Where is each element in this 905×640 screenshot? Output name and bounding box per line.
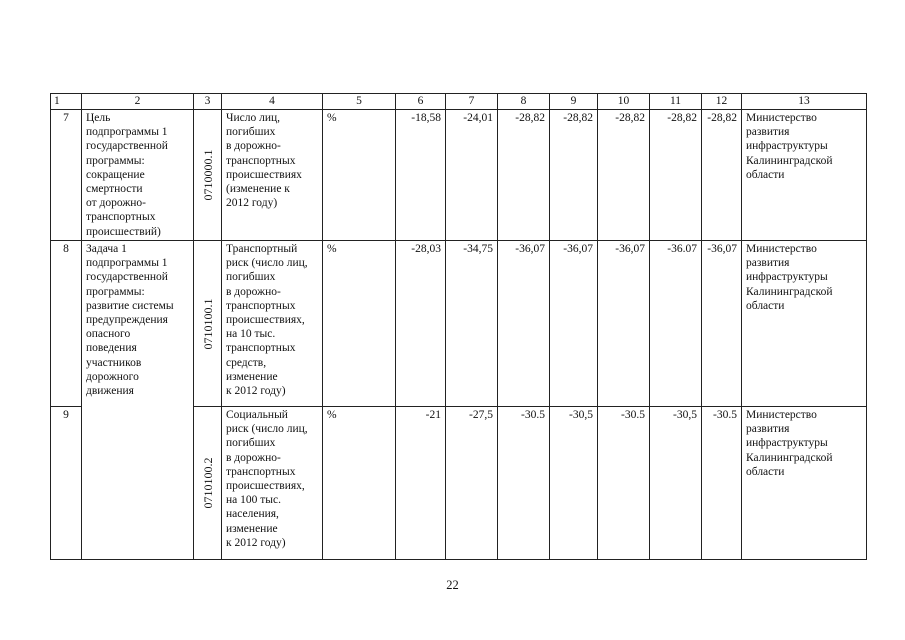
value-cell: -30,5	[650, 407, 702, 560]
executor-cell	[742, 407, 867, 560]
cell-line: в дорожно-	[226, 285, 281, 298]
cell-line: подпрограммы 1	[86, 126, 168, 139]
indicator-cell	[222, 407, 323, 560]
cell-line: области	[746, 299, 785, 312]
cell-line: опасного	[86, 328, 131, 341]
value-cell: -18,58	[396, 110, 446, 241]
header-cell: 12	[702, 94, 742, 110]
value-cell: -30.5	[598, 407, 650, 560]
cell-line: сокращение	[86, 168, 145, 181]
table-header-row	[51, 94, 867, 110]
goal-cell	[82, 241, 194, 560]
value-cell: -27,5	[446, 407, 498, 560]
cell-line: Калининградской	[746, 451, 833, 464]
cell-line: транспортных	[226, 465, 296, 478]
cell-line: происшествиях,	[226, 480, 305, 493]
cell-line: 2012 году)	[226, 197, 278, 210]
indicator-code: 0710000.1	[200, 149, 215, 201]
cell-line: инфраструктуры	[746, 437, 828, 450]
table-row	[51, 110, 867, 241]
cell-line: государственной	[86, 140, 168, 153]
cell-line: дорожного	[86, 370, 139, 383]
header-cell: 9	[550, 94, 598, 110]
value-cell: -30,5	[550, 407, 598, 560]
cell-line: изменение	[226, 370, 278, 383]
header-cell: 8	[498, 94, 550, 110]
cell-line: Калининградской	[746, 154, 833, 167]
value-cell: -28,82	[702, 110, 742, 241]
cell-line: Калининградской	[746, 285, 833, 298]
cell-line: транспортных	[86, 211, 156, 224]
value-cell: -30.5	[498, 407, 550, 560]
table-row	[51, 241, 867, 407]
unit-cell: %	[323, 110, 396, 241]
cell-line: транспортных	[226, 342, 296, 355]
cell-line: Задача 1	[86, 243, 127, 255]
cell-line: программы:	[86, 285, 145, 298]
indicator-code-cell	[194, 407, 222, 560]
row-number: 9	[51, 407, 82, 560]
indicator-cell	[222, 110, 323, 241]
header-cell: 7	[446, 94, 498, 110]
indicator-code-cell	[194, 110, 222, 241]
goal-cell	[82, 110, 194, 241]
row-number: 7	[51, 110, 82, 241]
cell-line: подпрограммы 1	[86, 257, 168, 270]
cell-line: Социальный	[226, 409, 288, 421]
value-cell: -36,07	[550, 241, 598, 407]
indicator-code: 0710100.1	[200, 298, 215, 349]
header-cell: 1	[51, 94, 82, 110]
cell-line: риск (число лиц,	[226, 423, 308, 436]
cell-line: движения	[86, 385, 134, 398]
cell-line: поведения	[86, 342, 137, 355]
cell-line: погибших	[226, 271, 276, 284]
value-cell: -24,01	[446, 110, 498, 241]
cell-line: государственной	[86, 271, 168, 284]
cell-line: риск (число лиц,	[226, 257, 308, 270]
cell-line: участников	[86, 356, 142, 369]
value-cell: -36,07	[498, 241, 550, 407]
cell-line: транспортных	[226, 154, 296, 167]
cell-line: области	[746, 168, 785, 181]
cell-line: программы:	[86, 154, 145, 167]
cell-line: к 2012 году)	[226, 385, 286, 398]
header-cell: 5	[323, 94, 396, 110]
cell-line: населения,	[226, 508, 279, 521]
cell-line: развития	[746, 423, 790, 436]
value-cell: -28,82	[598, 110, 650, 241]
value-cell: -28,03	[396, 241, 446, 407]
header-cell: 11	[650, 94, 702, 110]
cell-line: происшествиях,	[226, 314, 305, 327]
header-cell: 10	[598, 94, 650, 110]
header-cell: 13	[742, 94, 867, 110]
cell-line: смертности	[86, 183, 143, 196]
header-cell: 3	[194, 94, 222, 110]
value-cell: -30.5	[702, 407, 742, 560]
cell-line: на 10 тыс.	[226, 328, 276, 341]
cell-line: инфраструктуры	[746, 140, 828, 153]
cell-line: (изменение к	[226, 183, 290, 196]
unit-cell: %	[323, 407, 396, 560]
cell-line: происшествий)	[86, 225, 161, 238]
indicator-code-cell	[194, 241, 222, 407]
cell-line: предупреждения	[86, 314, 168, 327]
cell-line: инфраструктуры	[746, 271, 828, 284]
cell-line: области	[746, 465, 785, 478]
header-cell: 2	[82, 94, 194, 110]
value-cell: -28,82	[650, 110, 702, 241]
executor-cell	[742, 241, 867, 407]
page-number: 22	[446, 578, 459, 592]
cell-line: Транспортный	[226, 243, 298, 255]
cell-line: средств,	[226, 356, 267, 369]
unit-cell: %	[323, 241, 396, 407]
executor-cell	[742, 110, 867, 241]
cell-line: в дорожно-	[226, 451, 281, 464]
indicators-table	[50, 93, 867, 560]
value-cell: -21	[396, 407, 446, 560]
cell-line: изменение	[226, 522, 278, 535]
value-cell: -28,82	[498, 110, 550, 241]
cell-line: Число лиц,	[226, 112, 281, 124]
cell-line: от дорожно-	[86, 197, 146, 210]
value-cell: -36.07	[650, 241, 702, 407]
cell-line: Министерство	[746, 112, 817, 124]
header-cell: 4	[222, 94, 323, 110]
indicator-cell	[222, 241, 323, 407]
indicator-code: 0710100.2	[200, 457, 215, 509]
cell-line: Министерство	[746, 409, 817, 421]
cell-line: к 2012 году)	[226, 536, 286, 549]
cell-line: погибших	[226, 437, 276, 450]
cell-line: развития	[746, 126, 790, 139]
value-cell: -34,75	[446, 241, 498, 407]
header-cell: 6	[396, 94, 446, 110]
cell-line: Министерство	[746, 243, 817, 255]
value-cell: -36,07	[702, 241, 742, 407]
cell-line: Цель	[86, 112, 111, 124]
value-cell: -28,82	[550, 110, 598, 241]
row-number: 8	[51, 241, 82, 407]
cell-line: на 100 тыс.	[226, 494, 281, 507]
cell-line: в дорожно-	[226, 140, 281, 153]
cell-line: развития	[746, 257, 790, 270]
cell-line: развитие системы	[86, 299, 174, 312]
cell-line: происшествиях	[226, 168, 302, 181]
value-cell: -36,07	[598, 241, 650, 407]
cell-line: транспортных	[226, 299, 296, 312]
cell-line: погибших	[226, 126, 276, 139]
